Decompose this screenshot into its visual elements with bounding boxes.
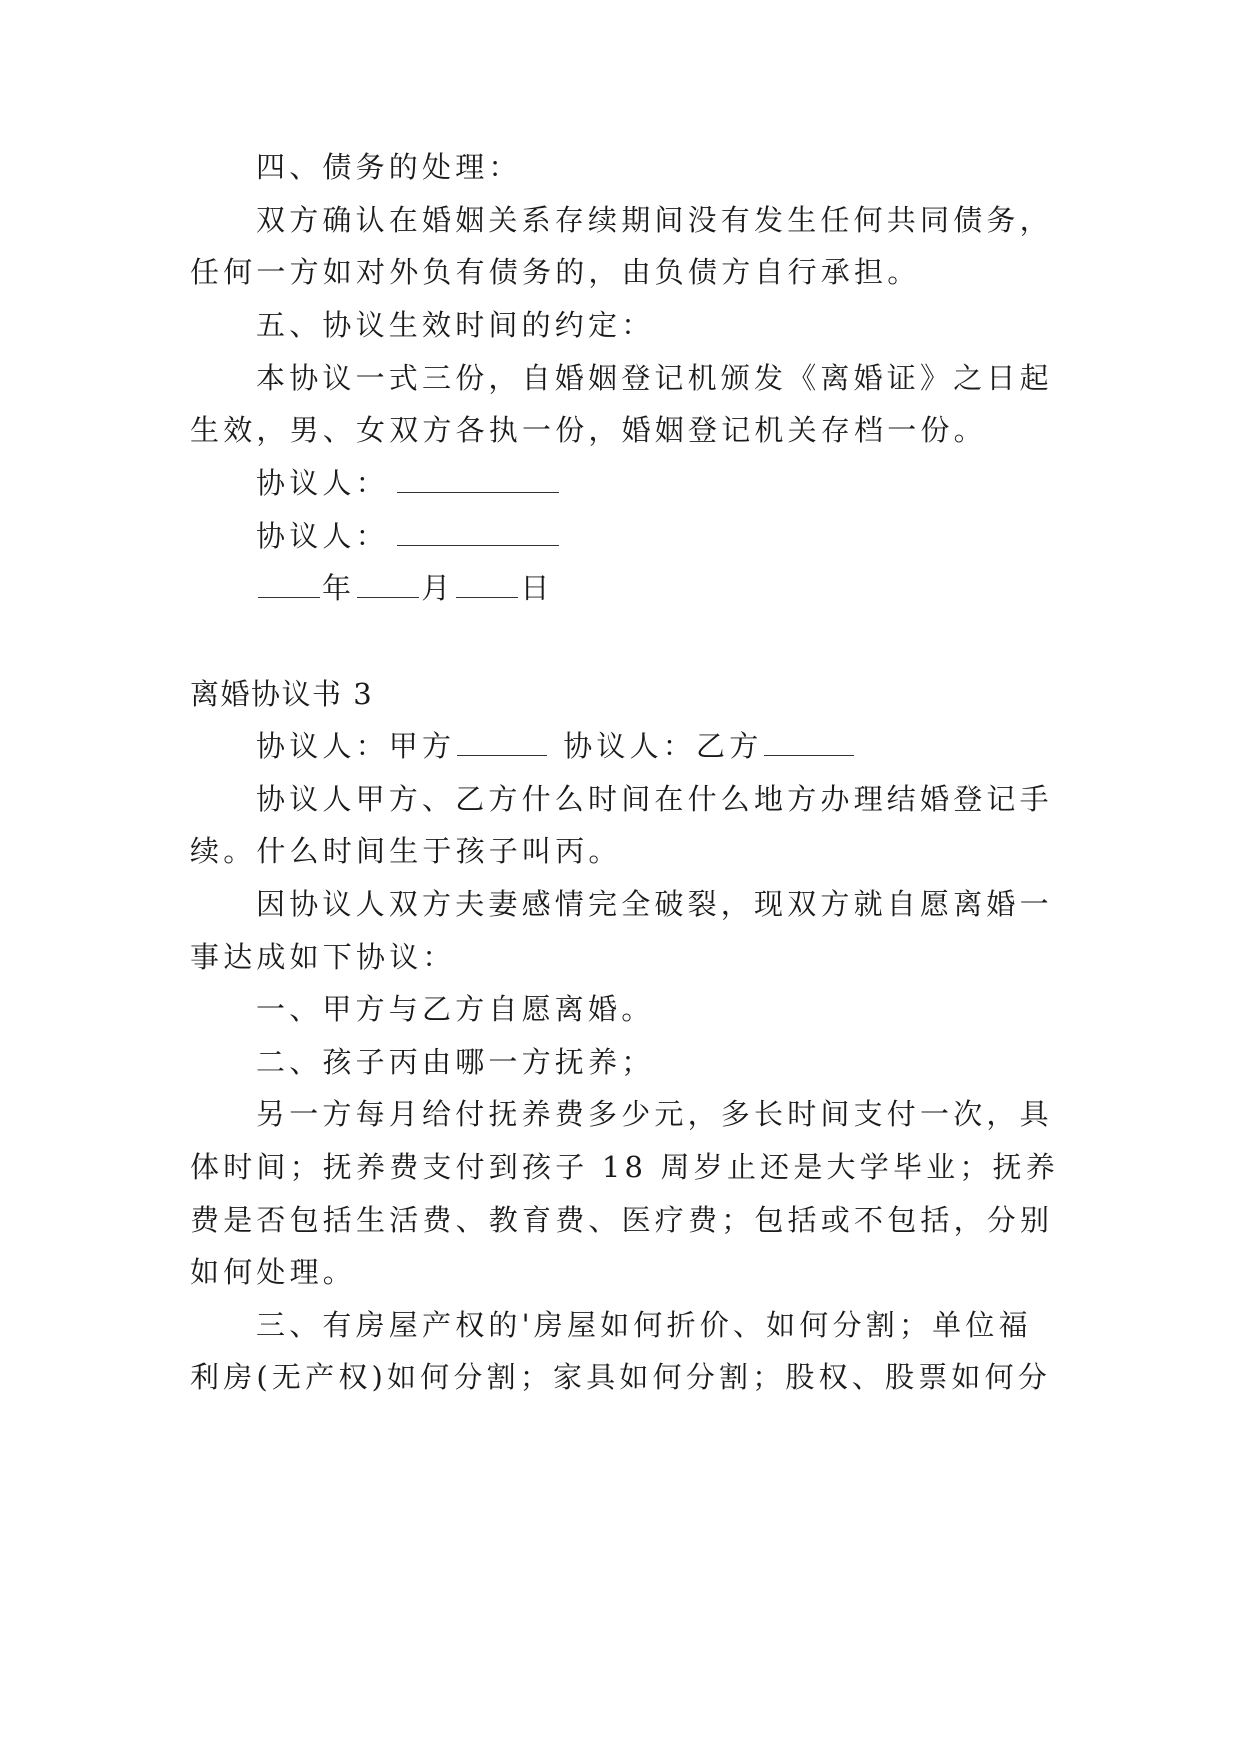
signature-line — [256, 463, 561, 503]
agreement-title: 离婚协议书 3 — [190, 677, 374, 711]
section5-paragraph-line: 生效，男、女双方各执一份，婚姻登记机关存档一份。 — [190, 413, 987, 447]
intro-paragraph-line: 续。什么时间生于孩子叫丙。 — [190, 834, 622, 868]
party-a-blank — [457, 729, 547, 756]
support-paragraph-line: 另一方每月给付抚养费多少元，多长时间支付一次，具 — [256, 1097, 1053, 1131]
support-paragraph-line: 费是否包括生活费、教育费、医疗费；包括或不包括，分别 — [190, 1203, 1054, 1237]
clause-item-3-line: 利房(无产权)如何分割；家具如何分割；股权、股票如何分 — [190, 1360, 1052, 1394]
signature-line — [256, 516, 561, 556]
reason-paragraph-line: 因协议人双方夫妻感情完全破裂，现双方就自愿离婚一 — [256, 887, 1053, 921]
date-line — [256, 568, 554, 608]
party-b-label: 协议人：乙方 — [563, 729, 763, 763]
clause-item-3-line: 三、有房屋产权的'房屋如何折价、如何分割；单位福 — [256, 1308, 1032, 1342]
section4-paragraph-line: 任何一方如对外负有债务的，由负债方自行承担。 — [190, 255, 921, 289]
day-blank — [456, 571, 518, 598]
support-paragraph-line: 体时间；抚养费支付到孩子 18 周岁止还是大学毕业；抚养 — [190, 1150, 1059, 1184]
reason-paragraph-line: 事达成如下协议： — [190, 940, 456, 974]
section4-paragraph-line: 双方确认在婚姻关系存续期间没有发生任何共同债务， — [256, 203, 1053, 237]
intro-paragraph-line: 协议人甲方、乙方什么时间在什么地方办理结婚登记手 — [256, 782, 1053, 816]
month-label: 月 — [421, 571, 455, 605]
support-paragraph-line: 如何处理。 — [190, 1255, 357, 1289]
signature-blank — [397, 519, 559, 546]
section4-heading: 四、债务的处理： — [256, 150, 522, 184]
party-a-label: 协议人：甲方 — [256, 729, 456, 763]
clause-item-1: 一、甲方与乙方自愿离婚。 — [256, 992, 655, 1026]
party-label: 协议人： — [256, 466, 389, 500]
clause-item-2: 二、孩子丙由哪一方抚养； — [256, 1045, 655, 1079]
signature-blank — [397, 466, 559, 493]
section5-paragraph-line: 本协议一式三份，自婚姻登记机颁发《离婚证》之日起 — [256, 361, 1053, 395]
day-label: 日 — [520, 571, 554, 605]
section5-heading: 五、协议生效时间的约定： — [256, 308, 655, 342]
parties-line — [256, 726, 856, 766]
party-label: 协议人： — [256, 519, 389, 553]
year-blank — [258, 571, 320, 598]
month-blank — [357, 571, 419, 598]
party-b-blank — [764, 729, 854, 756]
year-label: 年 — [322, 571, 356, 605]
